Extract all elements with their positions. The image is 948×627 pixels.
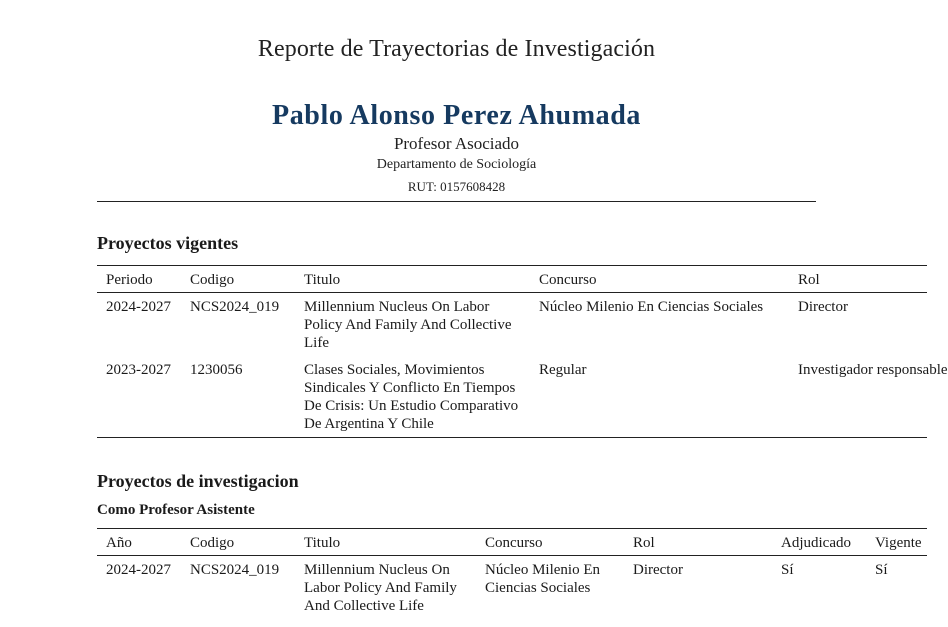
column-header-vigente: Vigente — [866, 529, 927, 556]
researcher-department: Departamento de Sociología — [376, 157, 537, 172]
current-projects-table — [97, 265, 948, 438]
cell-code: 1230056 — [181, 356, 295, 438]
column-header-rol: Rol — [624, 529, 772, 556]
table-row — [97, 356, 927, 438]
table-header-row — [97, 266, 927, 293]
research-projects-heading: Proyectos de investigacion — [97, 471, 299, 491]
research-projects-table — [97, 528, 927, 619]
cell-contest: Núcleo Milenio En Ciencias Sociales — [539, 299, 764, 315]
cell-contest: Regular — [530, 356, 789, 438]
cell-role: Director — [633, 562, 683, 578]
column-header-concurso: Concurso — [530, 266, 789, 293]
column-header-periodo: Periodo — [97, 266, 181, 293]
column-header-codigo: Codigo — [181, 266, 295, 293]
column-header-titulo: Titulo — [295, 266, 530, 293]
cell-title: Millennium Nucleus On Labor Policy And Family And Collective Life — [304, 562, 457, 614]
column-header-ano: Año — [97, 529, 181, 556]
cell-current: Sí — [875, 562, 888, 578]
header-divider — [97, 201, 816, 202]
column-header-rol: Rol — [789, 266, 927, 293]
current-projects-heading: Proyectos vigentes — [97, 233, 239, 253]
researcher-role: Profesor Asociado — [393, 134, 520, 153]
research-projects-subheading: Como Profesor Asistente — [97, 502, 255, 518]
researcher-name: Pablo Alonso Perez Ahumada — [271, 100, 641, 131]
cell-role: Director — [798, 299, 848, 315]
cell-period: 2024-2027 — [106, 299, 171, 315]
cell-year: 2024-2027 — [106, 562, 171, 578]
column-header-titulo: Titulo — [295, 529, 476, 556]
cell-title: Millennium Nucleus On Labor Policy And Family And Collective Life — [304, 299, 512, 351]
column-header-adjudicado: Adjudicado — [772, 529, 866, 556]
cell-code: NCS2024_019 — [190, 562, 280, 578]
column-header-codigo: Codigo — [181, 529, 295, 556]
cell-period: 2023-2027 — [97, 356, 181, 438]
report-title: Reporte de Trayectorias de Investigación — [257, 36, 656, 62]
table-row — [97, 293, 927, 357]
table-header-row — [97, 529, 927, 556]
cell-title: Clases Sociales, Movimientos Sindicales Y Conflicto En Tiempos De Crisis: Un Estudio Comparativo De Argentina Y Chile — [295, 356, 530, 438]
cell-contest: Núcleo Milenio En Ciencias Sociales — [485, 562, 600, 596]
researcher-rut: RUT: 0157608428 — [407, 179, 506, 194]
cell-awarded: Sí — [781, 562, 794, 578]
cell-code: NCS2024_019 — [190, 299, 280, 315]
column-header-concurso: Concurso — [476, 529, 624, 556]
cell-role: Investigador responsable — [789, 356, 927, 438]
table-row — [97, 556, 927, 620]
